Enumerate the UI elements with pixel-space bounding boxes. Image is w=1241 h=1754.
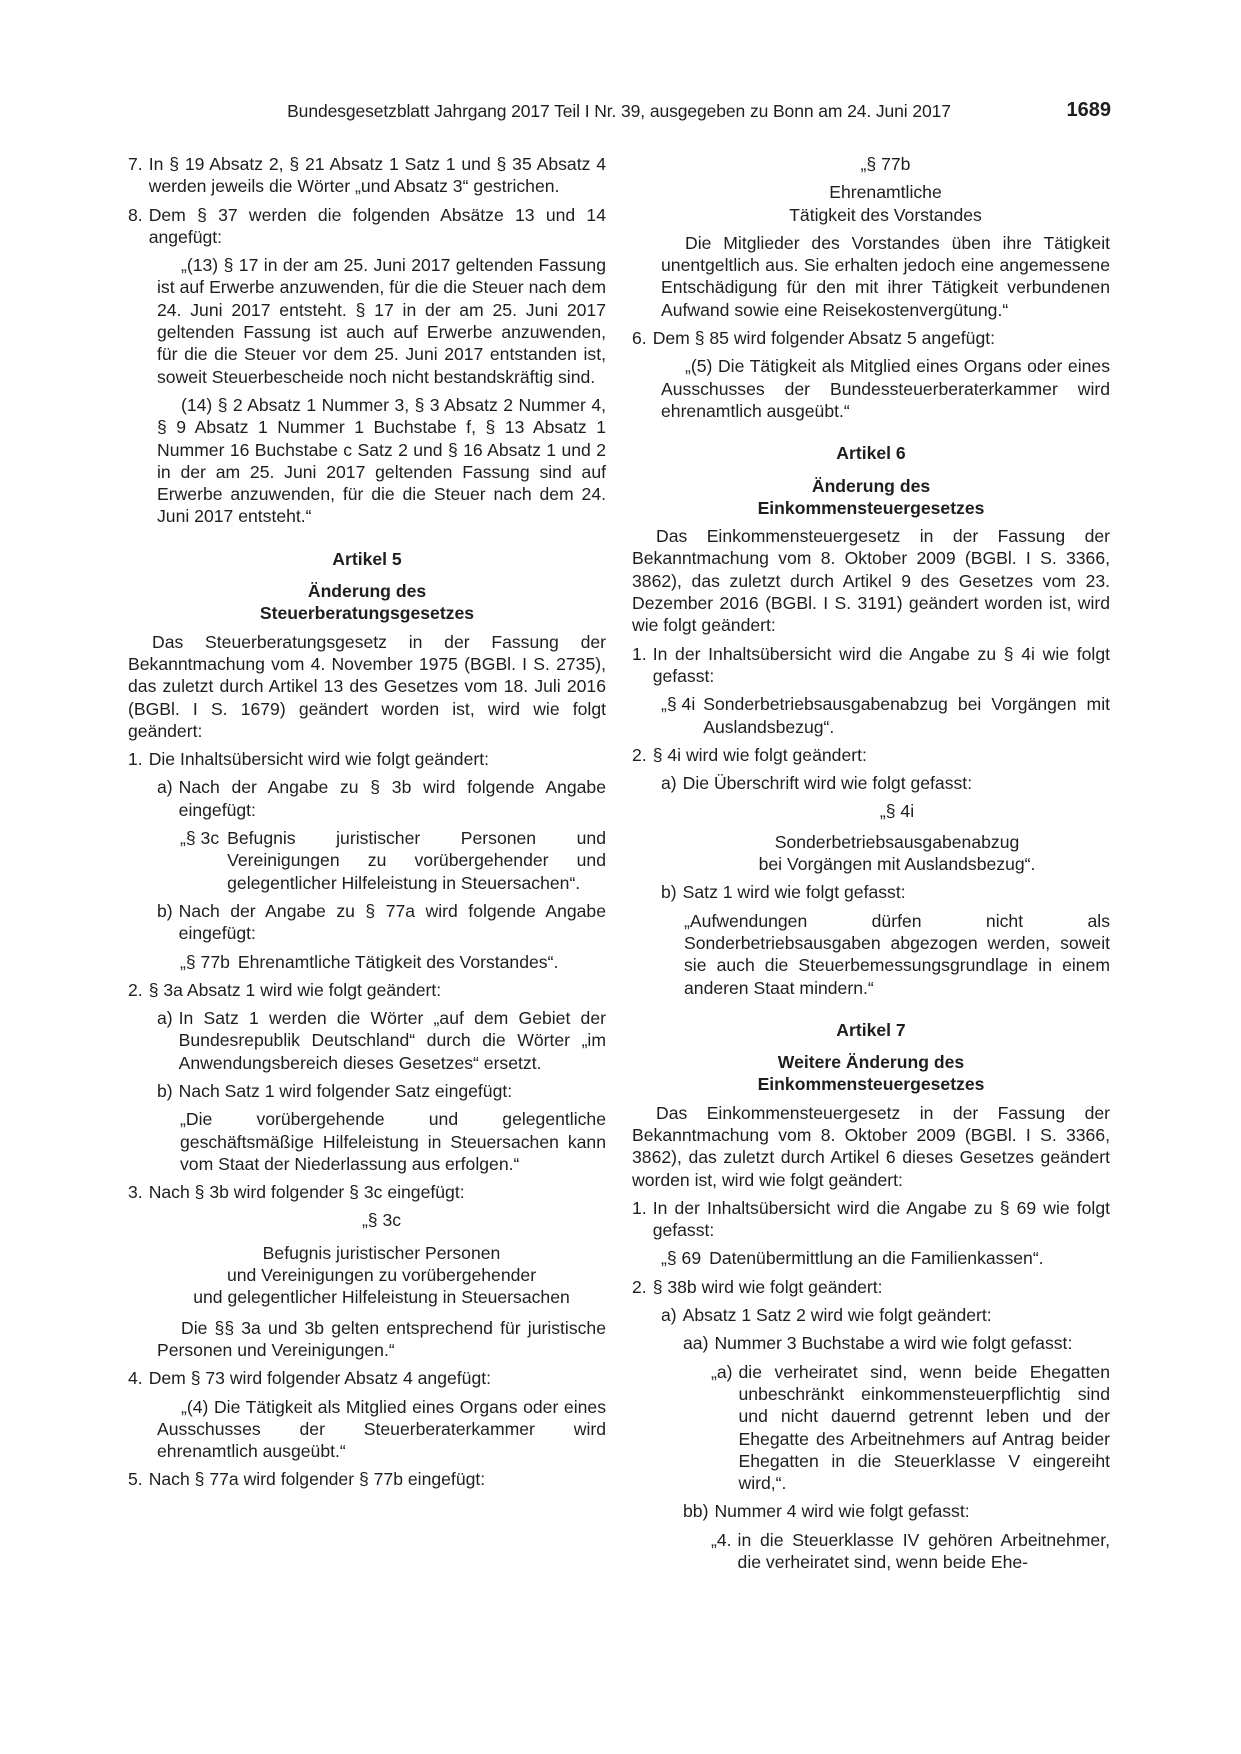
- item-text: Absatz 1 Satz 2 wird wie folgt geändert:: [682, 1305, 992, 1326]
- list-item: [683, 1500, 1110, 1522]
- item-text: In der Inhaltsübersicht wird die Angabe zu § 4i wie folgt gefasst:: [652, 643, 1110, 686]
- list-item: [661, 881, 1110, 903]
- item-letter: a): [157, 777, 173, 798]
- section-body: Die Mitglieder des Vorstandes üben ihre Tätigkeit unentgeltlich aus. Sie erhalten jedoch eine angemessene Entschädigung für den mit ihrer Tätigkeit verbundenen Aufwand sowie eine Reisekostenvergütung.“: [661, 232, 1110, 320]
- quoted-paragraph: „Die vorübergehende und gelegentliche geschäftsmäßige Hilfeleistung in Steuersachen kann vom Staat der Niederlassung aus erfolgen.“: [180, 1109, 606, 1174]
- item-number: 7.: [128, 154, 143, 174]
- list-item: [128, 1367, 606, 1389]
- article-intro: Das Steuerberatungsgesetz in der Fassung der Bekanntmachung vom 4. November 1975 (BGBl. I S. 2735), das zuletzt durch Artikel 13 des Gesetzes vom 18. Juli 2016 (BGBl. I S. 1679) geändert worden ist, wird wie folgt geändert:: [128, 631, 606, 741]
- item-text: in die Steuerklasse IV gehören Arbeitnehmer, die verheiratet sind, wenn beide Ehe-: [737, 1529, 1110, 1573]
- section-label: „§ 4i: [661, 694, 696, 715]
- section-text: Datenübermittlung an die Familienkassen“.: [709, 1248, 1044, 1269]
- item-text: Satz 1 wird wie folgt gefasst:: [682, 882, 906, 903]
- item-text: Die Überschrift wird wie folgt gefasst:: [682, 773, 973, 794]
- item-letter: bb): [683, 1501, 709, 1522]
- item-text: § 38b wird wie folgt geändert:: [652, 1276, 883, 1297]
- item-text: Nach der Angabe zu § 3b wird folgende Angabe eingefügt:: [178, 777, 606, 820]
- section-title-line: bei Vorgängen mit Auslandsbezug“.: [758, 854, 1036, 875]
- article-intro: Das Einkommensteuergesetz in der Fassung der Bekanntmachung vom 8. Oktober 2009 (BGBl. I S. 3366, 3862), das zuletzt durch Artikel 6 dieses Gesetzes geändert worden ist, wird wie folgt geändert:: [632, 1102, 1110, 1190]
- article-title: Artikel 7: [836, 1019, 906, 1040]
- list-item: [128, 204, 606, 249]
- quoted-paragraph: „Aufwendungen dürfen nicht als Sonderbetriebsausgaben abgezogen werden, soweit sie auch die Steuerbemessungsgrundlage in einem anderen Staat mindern.“: [684, 910, 1110, 998]
- item-number: „4.: [711, 1529, 732, 1550]
- list-item: [157, 900, 606, 945]
- section-title-line: Befugnis juristischer Personen: [262, 1242, 501, 1263]
- section-body: Die §§ 3a und 3b gelten entsprechend für juristische Personen und Vereinigungen.“: [157, 1317, 606, 1360]
- article-subtitle: Änderung des: [811, 475, 931, 496]
- item-letter: a): [661, 1305, 677, 1326]
- page-number: 1689: [1066, 99, 1111, 121]
- item-text: Dem § 37 werden die folgenden Absätze 13 und 14 angefügt:: [148, 204, 606, 247]
- item-text: Nach Satz 1 wird folgender Satz eingefügt:: [178, 1080, 513, 1101]
- list-item: [128, 748, 606, 770]
- list-item: [632, 643, 1110, 688]
- article-title: Artikel 6: [836, 443, 906, 464]
- section-title-line: und gelegentlicher Hilfeleistung in Steuersachen: [193, 1287, 570, 1308]
- quoted-list-item: [711, 1361, 1110, 1495]
- list-item: [661, 772, 1110, 794]
- item-text: Dem § 73 wird folgender Absatz 4 angefügt:: [148, 1368, 492, 1389]
- item-text: Nach der Angabe zu § 77a wird folgende Angabe eingefügt:: [178, 900, 606, 944]
- item-letter: b): [157, 1080, 173, 1101]
- section-text: Ehrenamtliche Tätigkeit des Vorstandes“.: [237, 951, 559, 972]
- article-subtitle: Änderung des: [307, 581, 427, 602]
- section-label: „§ 69: [661, 1248, 702, 1269]
- quoted-list-item: [711, 1529, 1110, 1574]
- item-number: 3.: [128, 1182, 143, 1203]
- item-text: Nach § 77a wird folgender § 77b eingefügt:: [148, 1469, 486, 1490]
- item-text: Die Inhaltsübersicht wird wie folgt geändert:: [148, 749, 490, 770]
- item-letter: b): [157, 900, 173, 921]
- item-number: 6.: [632, 328, 647, 349]
- item-text: Nummer 4 wird wie folgt gefasst:: [714, 1501, 970, 1522]
- section-heading: „§ 77b: [860, 154, 911, 174]
- section-text: Befugnis juristischer Personen und Vereinigungen zu vorübergehender und gelegentlicher Hilfeleistung in Steuersachen“.: [227, 828, 606, 893]
- section-title-line: Sonderbetriebsausgabenabzug: [774, 831, 1020, 852]
- item-text: die verheiratet sind, wenn beide Ehegatten unbeschränkt einkommensteuerpflichtig sind und nicht dauernd getrennt leben und der Ehegatte des Arbeitnehmers auf Antrag beider Ehegatten in die Steuerklasse V eingereiht wird,“.: [738, 1361, 1110, 1494]
- list-item: [157, 1007, 606, 1074]
- item-text: Dem § 85 wird folgender Absatz 5 angefügt:: [652, 328, 996, 349]
- item-text: In Satz 1 werden die Wörter „auf dem Gebiet der Bundesrepublik Deutschland“ durch die Wörter „im Anwendungsbereich dieses Gesetzes“ ersetzt.: [178, 1008, 606, 1073]
- section-label: „§ 77b: [180, 951, 230, 972]
- item-number: 1.: [128, 749, 143, 770]
- item-letter: a): [661, 773, 677, 794]
- list-item: [632, 744, 1110, 766]
- item-letter: „a): [711, 1361, 733, 1382]
- quoted-paragraph: „(5) Die Tätigkeit als Mitglied eines Organs oder eines Ausschusses der Bundessteuerberaterkammer wird ehrenamtlich ausgeübt.“: [661, 356, 1110, 421]
- item-text: Nummer 3 Buchstabe a wird wie folgt gefasst:: [714, 1333, 1073, 1354]
- item-letter: b): [661, 882, 677, 903]
- list-item: [157, 1080, 606, 1102]
- toc-entry: [180, 951, 606, 973]
- list-item: [683, 1332, 1110, 1354]
- section-heading: „§ 3c: [361, 1210, 402, 1231]
- list-item: [128, 979, 606, 1001]
- item-text: In der Inhaltsübersicht wird die Angabe zu § 69 wie folgt gefasst:: [652, 1197, 1110, 1241]
- item-text: § 3a Absatz 1 wird wie folgt geändert:: [148, 979, 442, 1000]
- section-title-line: und Vereinigungen zu vorübergehender: [226, 1265, 537, 1286]
- item-letter: a): [157, 1008, 173, 1029]
- article-subtitle: Einkommensteuergesetzes: [757, 1074, 985, 1095]
- quoted-paragraph: „(13) § 17 in der am 25. Juni 2017 geltenden Fassung ist auf Erwerbe anzuwenden, für die die Steuer nach dem 24. Juni 2017 entsteht. § 17 in der am 25. Juni 2017 geltenden Fassung ist auch auf Erwerbe anzuwenden, für die die Steuer vor dem 25. Juni 2017 entstanden ist, soweit Steuerbescheide noch nicht bestandskräftig sind.: [157, 255, 606, 387]
- item-letter: aa): [683, 1333, 709, 1354]
- article-title: Artikel 5: [332, 548, 402, 569]
- article-subtitle: Einkommensteuergesetzes: [757, 497, 985, 518]
- left-column: [128, 153, 606, 1497]
- list-item: [632, 1197, 1110, 1242]
- item-text: In § 19 Absatz 2, § 21 Absatz 1 Satz 1 und § 35 Absatz 4 werden jeweils die Wörter „und Absatz 3“ gestrichen.: [148, 154, 606, 197]
- toc-entry: [661, 693, 1110, 738]
- item-number: 4.: [128, 1368, 143, 1389]
- quoted-paragraph: „(4) Die Tätigkeit als Mitglied eines Organs oder eines Ausschusses der Steuerberaterkammer wird ehrenamtlich ausgeübt.“: [157, 1396, 606, 1462]
- list-item: [128, 1181, 606, 1203]
- item-number: 2.: [128, 979, 143, 1000]
- item-number: 8.: [128, 204, 143, 225]
- item-number: 1.: [632, 1197, 647, 1218]
- list-item: [128, 153, 606, 198]
- item-number: 2.: [632, 1276, 647, 1297]
- list-item: [128, 1468, 606, 1490]
- list-item: [632, 1276, 1110, 1298]
- section-heading: „§ 4i: [879, 801, 915, 822]
- item-text: Nach § 3b wird folgender § 3c eingefügt:: [148, 1182, 465, 1203]
- list-item: [661, 1304, 1110, 1326]
- item-number: 1.: [632, 643, 647, 664]
- item-number: 2.: [632, 744, 647, 765]
- list-item: [632, 327, 1110, 349]
- section-label: „§ 3c: [180, 828, 220, 849]
- section-title-line: Tätigkeit des Vorstandes: [789, 204, 982, 225]
- item-number: 5.: [128, 1469, 143, 1490]
- running-header: Bundesgesetzblatt Jahrgang 2017 Teil I Nr. 39, ausgegeben zu Bonn am 24. Juni 2017: [287, 101, 951, 121]
- toc-entry: [168, 827, 606, 894]
- article-subtitle: Steuerberatungsgesetzes: [259, 603, 475, 624]
- article-intro: Das Einkommensteuergesetz in der Fassung der Bekanntmachung vom 8. Oktober 2009 (BGBl. I S. 3366, 3862), das zuletzt durch Artikel 9 des Gesetzes vom 23. Dezember 2016 (BGBl. I S. 3191) geändert worden ist, wird wie folgt geändert:: [632, 526, 1110, 636]
- toc-entry: [661, 1247, 1110, 1269]
- quoted-paragraph: (14) § 2 Absatz 1 Nummer 3, § 3 Absatz 2 Nummer 4, § 9 Absatz 1 Nummer 1 Buchstabe f, § 13 Absatz 1 Nummer 16 Buchstabe c Satz 2 und § 16 Absatz 1 und 2 in der am 25. Juni 2017 geltenden Fassung sind auf Erwerbe anzuwenden, für die die Steuer nach dem 24. Juni 2017 entsteht.“: [157, 394, 606, 527]
- section-text: Sonderbetriebsausgabenabzug bei Vorgängen mit Auslandsbezug“.: [703, 694, 1110, 737]
- item-text: § 4i wird wie folgt geändert:: [652, 744, 867, 765]
- list-item: [157, 776, 606, 821]
- section-title-line: Ehrenamtliche: [829, 182, 942, 203]
- right-column: [632, 153, 1110, 1579]
- article-subtitle: Weitere Änderung des: [777, 1052, 965, 1073]
